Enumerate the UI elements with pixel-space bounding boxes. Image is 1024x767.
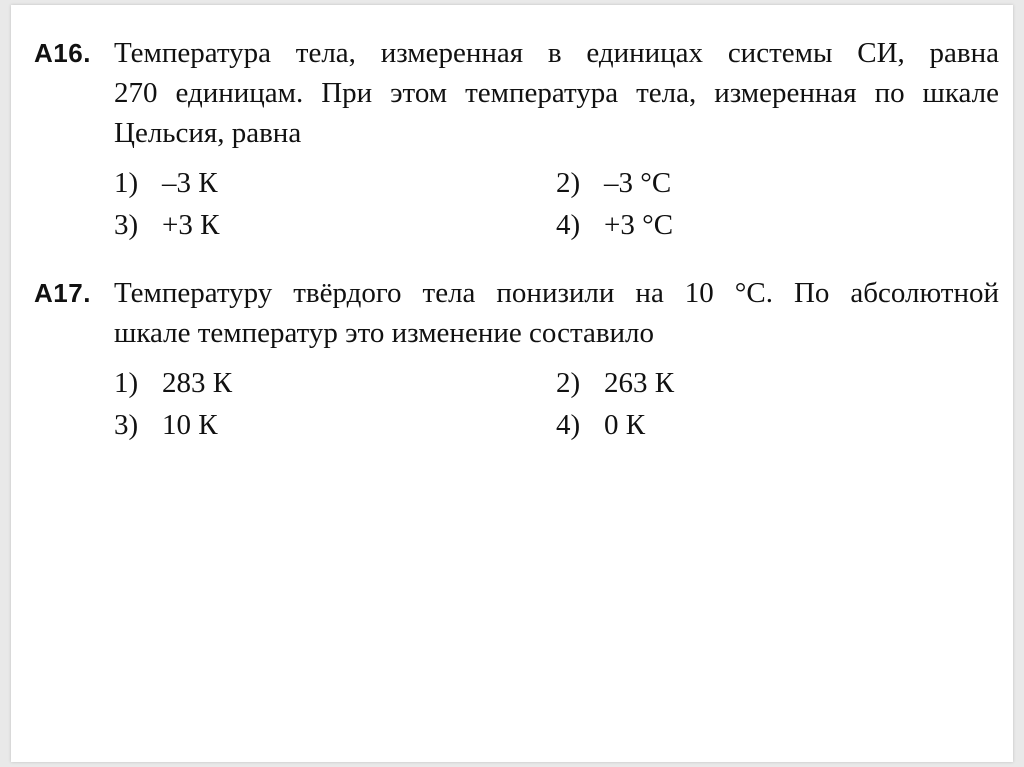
option-text: –3 К bbox=[162, 167, 218, 199]
answer-option-2 bbox=[556, 163, 671, 203]
option-number: 3) bbox=[114, 409, 139, 441]
option-text: –3 °С bbox=[604, 167, 672, 199]
option-number: 2) bbox=[556, 367, 581, 399]
answer-option-4 bbox=[556, 405, 645, 445]
option-number: 1) bbox=[114, 367, 139, 399]
question-text-line: шкале температур это изменение составило bbox=[114, 317, 655, 349]
option-number: 2) bbox=[556, 167, 581, 199]
option-text: 263 К bbox=[604, 367, 675, 399]
option-number: 1) bbox=[114, 167, 139, 199]
answer-option-3 bbox=[114, 405, 218, 445]
answer-option-1 bbox=[114, 363, 232, 403]
question-text-line: 270 единицам. При этом температура тела, измеренная по шкале bbox=[114, 77, 999, 109]
question-number: A16. bbox=[34, 38, 91, 68]
question-text-line: Цельсия, равна bbox=[114, 117, 302, 149]
option-text: 0 К bbox=[604, 409, 646, 441]
question-number: A17. bbox=[34, 278, 91, 308]
option-text: 10 К bbox=[162, 409, 218, 441]
option-number: 4) bbox=[556, 409, 581, 441]
question-text-line: Температуру твёрдого тела понизили на 10 °С. По абсолютной bbox=[114, 277, 999, 309]
option-number: 4) bbox=[556, 209, 581, 241]
answer-option-2 bbox=[556, 363, 674, 403]
answer-option-1 bbox=[114, 163, 218, 203]
question-text-line: Температура тела, измеренная в единицах системы СИ, равна bbox=[114, 37, 999, 69]
answer-option-4 bbox=[556, 205, 673, 245]
option-number: 3) bbox=[114, 209, 139, 241]
option-text: 283 К bbox=[162, 367, 233, 399]
option-text: +3 °С bbox=[604, 209, 674, 241]
slide-page bbox=[11, 5, 1013, 762]
answer-option-3 bbox=[114, 205, 219, 245]
option-text: +3 К bbox=[162, 209, 220, 241]
